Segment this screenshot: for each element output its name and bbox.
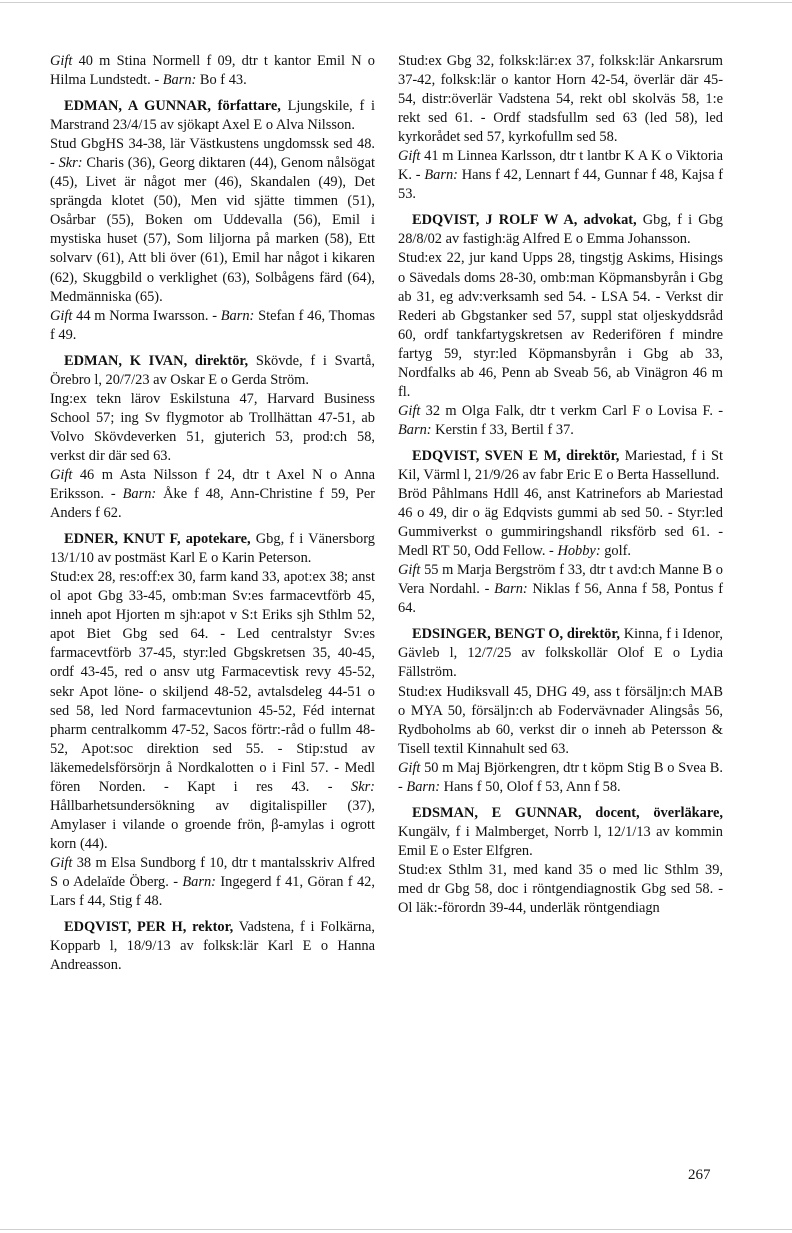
barn-label: Barn: <box>162 72 197 89</box>
entry-intro: Gbg, f i Gbg 28/8/02 av fastigh:äg Alfred E o Emma Johansson. <box>398 212 723 248</box>
barn-label: Barn: <box>406 778 440 795</box>
entry-works: Charis (36), Georg diktaren (44), Genom nålsögat (45), Livet är något mer (46), Skandalen (49), Det sprängda klotet (50), Men vid sjätte timmen (51), Osårbar (55), Boken om Uddevalla (56), Emil i mystiska huset (57), Som liljorna på marken (58), Ett solvarv (61), Att bli över (61), Emil har något i kikaren (62), Skuggbild o verklighet (63), Solbågens färd (64), Medmänniska (65). <box>50 155 375 305</box>
barn-text: Bo f 43. <box>196 72 247 89</box>
entry-name: EDMAN, A GUNNAR, författare, <box>64 98 281 115</box>
skr-label: Skr: <box>351 778 375 795</box>
gift-label: Gift <box>50 854 73 871</box>
entry-career: Ing:ex tekn lärov Eskilstuna 47, Harvard Business School 57; ing Sv flygmotor ab Trollhättan 47-51, ab Volvo Skövdeverken 51, gjuterich 53, prod:ch 58, verkst dir där sed 63. <box>50 390 375 464</box>
entry-career: Stud:ex 22, jur kand Upps 28, tingstjg Askims, Hisings o Sävedals doms 28-30, omb:man Köpmansbyrån i Gbg ab 31, eg adv:verksamh sed 54. - LSA 54. - Verkst dir Rederi ab Gbgstanker sed 57, suppl stat oljeskyddsråd 60, ordf tankfartygskretsen av Rederifören f mindre fartyg 59, styr:led Köpmansbyrån i Gbg ab 33, Nordfalks ab 46, Penn ab Sveab 56, ab Vinägron 46 m fl. <box>398 250 723 400</box>
gift-label: Gift <box>398 759 421 776</box>
entry-name: EDNER, KNUT F, apotekare, <box>64 531 251 548</box>
entry-works: Hållbarhetsundersökning av digitalispiller (37), Amylaser i vilande o groende frön, β-amylas i ogrott korn (44). <box>50 797 375 852</box>
gift-text: 32 m Olga Falk, dtr t verkm Carl F o Lovisa F. - <box>420 402 723 419</box>
gift-label: Gift <box>398 148 421 165</box>
left-column <box>50 52 375 975</box>
barn-text: Åke f 48, Ann-Christine f 59, Per Anders f 62. <box>50 486 375 522</box>
gift-label: Gift <box>398 562 421 579</box>
gift-text: 55 m Marja Bergström f 33, dtr t avd:ch Manne B o Vera Nordahl. - <box>398 562 723 598</box>
barn-label: Barn: <box>398 421 432 438</box>
entry-intro: Mariestad, f i St Kil, Värml l, 21/9/26 av fabr Eric E o Berta Hassellund. <box>398 447 723 483</box>
barn-text: Hans f 42, Lennart f 44, Gunnar f 48, Kajsa f 53. <box>398 167 723 203</box>
gift-text: 41 m Linnea Karlsson, dtr t lantbr K A K o Viktoria K. - <box>398 148 723 184</box>
barn-text: Ingegerd f 41, Göran f 42, Lars f 44, Stig f 48. <box>50 873 375 910</box>
entry-intro: Skövde, f i Svartå, Örebro l, 20/7/23 av Oskar E o Gerda Ström. <box>50 352 376 388</box>
gift-label: Gift <box>50 53 73 69</box>
entry-name: EDMAN, K IVAN, direktör, <box>64 352 249 369</box>
barn-text: Kerstin f 33, Bertil f 37. <box>431 421 574 438</box>
entry-intro: Kungälv, f i Malmberget, Norrb l, 12/1/13 av kommin Emil E o Ester Elfgren. <box>398 823 723 859</box>
entry-career: Bröd Påhlmans Hdll 46, anst Katrinefors ab Mariestad 46 o 49, dir o äg Edqvists gummi ab sed 50. - Styr:led Gummiverkst o gummiringshandl riksförb sed 61. - Medl RT 50, Odd Fellow. - <box>398 486 723 560</box>
hobby-label: Hobby: <box>557 543 601 560</box>
entry-edman-ivan <box>50 352 375 523</box>
entry-edqvist-per <box>50 918 375 975</box>
entry-name: EDQVIST, J ROLF W A, advokat, <box>412 212 637 229</box>
continued-entry <box>50 52 375 90</box>
barn-label: Barn: <box>182 873 216 890</box>
entry-edqvist-rolf <box>398 211 723 440</box>
entry-career: Stud:ex Gbg 32, folksk:lär:ex 37, folksk:lär Ankarsrum 37-42, folksk:lär o kantor Horn 42-54, överlär där 45-54, distr:överlär Vadstena 54, rekt obl skolväs 58, 1:e rekt sed 61. - Ordf stadsfullm sed 63 (led 58), led kyrkorådet sed 57, kyrkofullm sed 58. <box>398 53 723 146</box>
entry-name: EDSMAN, E GUNNAR, docent, överläkare, <box>412 804 723 821</box>
barn-text: Hans f 50, Olof f 53, Ann f 58. <box>439 778 621 795</box>
entry-name: EDSINGER, BENGT O, direktör, <box>412 626 620 643</box>
entry-career: Stud:ex Sthlm 31, med kand 35 o med lic Sthlm 39, med dr Gbg 58, doc i röntgendiagnostik Gbg sed 58. - Ol läk:-förordn 39-44, underläk röntgendiagn <box>398 861 723 917</box>
right-column <box>398 52 723 918</box>
gift-label: Gift <box>398 402 421 419</box>
entry-career: Stud:ex 28, res:off:ex 30, farm kand 33, apot:ex 38; anst ol apot Gbg 33-45, omb:man Sv:es farmacevtförb 45, inneh apot Hjorten m sjh:apot v S:t Eriks sjh Sthlm 52, apot Biet Gbg sed 64. - Led centralstyr Sv:es farmacevtförb 37-45, styr:led Gbgskretsen 35, 40-45, ordf 43-45, red o ansv utg Farmacevtisk revy 45-52, sekr Apot löne- o skiljend 48-52, avtalsdeleg 44-51 o sed 58, led Nord farmacevtunion 45-52, Féd internat pharm centralkomm 47-52, Sacos förtr:-råd o fullm 48-52, Apot:soc direktion sed 55. - Stip:stud av läkemedelsförsörjn å Nordkalotten o i Finl 57. - Medl fören Norden. - Kapt i res 43. - <box>50 569 375 795</box>
gift-text: 44 m Norma Iwarsson. - <box>72 307 218 324</box>
barn-label: Barn: <box>424 167 458 184</box>
barn-label: Barn: <box>494 581 528 598</box>
entry-intro: Gbg, f i Vänersborg 13/1/10 av postmäst Karl E o Karin Peterson. <box>50 531 375 567</box>
barn-text: Stefan f 46, Thomas f 49. <box>50 307 375 343</box>
entry-career: Stud GbgHS 34-38, lär Västkustens ungdomssk sed 48. - <box>50 136 375 172</box>
gift-text: 40 m Stina Normell f 09, dtr t kantor Emil N o Hilma Lundstedt. - <box>50 53 375 89</box>
entry-name: EDQVIST, SVEN E M, direktör, <box>412 447 620 464</box>
entry-edsman-gunnar <box>398 804 723 918</box>
barn-text: Niklas f 56, Anna f 58, Pontus f 64. <box>398 581 723 617</box>
hobby-text: golf. <box>600 543 632 560</box>
entry-edqvist-sven <box>398 447 723 618</box>
entry-name: EDQVIST, PER H, rektor, <box>64 919 234 936</box>
entry-edner-knut <box>50 530 375 911</box>
gift-text: 38 m Elsa Sundborg f 10, dtr t mantalsskriv Alfred S o Adelaïde Öberg. - <box>50 854 375 890</box>
entry-intro: Ljungskile, f i Marstrand 23/4/15 av sjökapt Axel E o Alva Nilsson. <box>50 98 375 134</box>
entry-intro: Vadstena, f i Folkärna, Kopparb l, 18/9/13 av folksk:lär Karl E o Hanna Andreasson. <box>50 919 376 974</box>
gift-text: 46 m Asta Nilsson f 24, dtr t Axel N o Anna Eriksson. - <box>50 466 375 503</box>
skr-label: Skr: <box>58 155 83 172</box>
gift-label: Gift <box>50 466 73 483</box>
entry-career: Stud:ex Hudiksvall 45, DHG 49, ass t försäljn:ch MAB o MYA 50, försäljn:ch ab Fodervävnader Alingsås 56, Rydboholms ab 60, verkst dir o inneh ab Petersson & Tisell textil Kinnahult sed 63. <box>398 683 723 757</box>
entry-edsinger-bengt <box>398 625 723 796</box>
entry-edman-gunnar <box>50 97 375 345</box>
page-top-edge <box>0 2 792 3</box>
page-number: 267 <box>688 1167 711 1183</box>
page-bottom-edge <box>0 1229 792 1230</box>
gift-text: 50 m Maj Björkengren, dtr t köpm Stig B o Svea B. - <box>398 759 723 795</box>
barn-label: Barn: <box>122 486 157 503</box>
continued-entry-edqvist-per <box>398 52 723 204</box>
barn-label: Barn: <box>220 307 255 324</box>
gift-label: Gift <box>50 307 73 324</box>
entry-intro: Kinna, f i Idenor, Gävleb l, 12/7/25 av folkskollär Olof E o Lydia Fällström. <box>398 626 723 681</box>
